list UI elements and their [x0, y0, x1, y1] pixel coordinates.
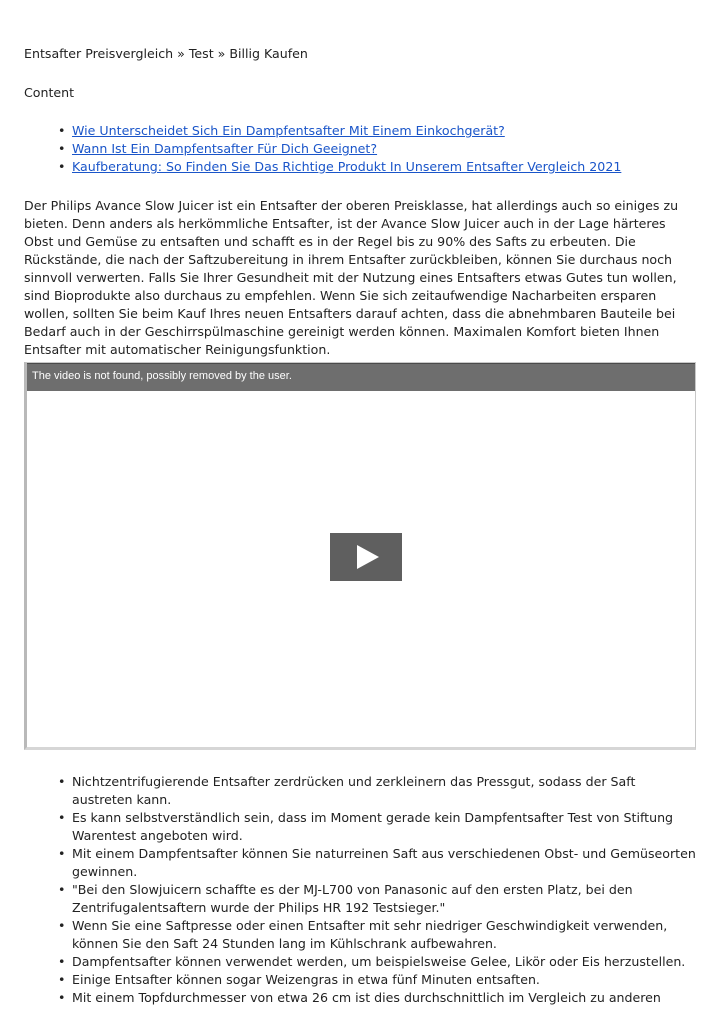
list-item: • Einige Entsafter können sogar Weizengras in etwa fünf Minuten entsaften.: [58, 971, 698, 989]
play-icon: [357, 545, 379, 569]
play-button[interactable]: [330, 533, 402, 581]
list-item: • Nichtzentrifugierende Entsafter zerdrücken und zerkleinern das Pressgut, sodass der Saft austreten kann.: [58, 773, 698, 809]
table-of-contents: [58, 122, 698, 176]
toc-link[interactable]: Wann Ist Ein Dampfentsafter Für Dich Geeignet?: [72, 141, 378, 156]
toc-item: [58, 158, 698, 176]
list-item: • Es kann selbstverständlich sein, dass im Moment gerade kein Dampfentsafter Test von Stiftung Warentest angeboten wird.: [58, 809, 698, 845]
toc-link[interactable]: Wie Unterscheidet Sich Ein Dampfentsafter Mit Einem Einkochgerät?: [72, 123, 505, 138]
toc-label: Content: [24, 85, 75, 100]
breadcrumb: Entsafter Preisvergleich » Test » Billig Kaufen: [24, 46, 308, 61]
toc-link[interactable]: Kaufberatung: So Finden Sie Das Richtige Produkt In Unserem Entsafter Vergleich 2021: [72, 159, 622, 174]
list-item: • Mit einem Topfdurchmesser von etwa 26 cm ist dies durchschnittlich im Vergleich zu anderen: [58, 989, 698, 1007]
list-item: • Dampfentsafter können verwendet werden, um beispielsweise Gelee, Likör oder Eis herzustellen.: [58, 953, 698, 971]
article-paragraph: Der Philips Avance Slow Juicer ist ein Entsafter der oberen Preisklasse, hat allerdings auch so einiges zu bieten. Denn anders als herkömmliche Entsafter, ist der Avance Slow Juicer auch in der Lage härteres Obst und Gemüse zu entsaften und schafft es in der Regel bis zu 90% des Safts zu erbeuten. Die Rückstände, die nach der Saftzubereitung in ihrem Entsafter zurückbleiben, können Sie durchaus noch sinnvoll verwerten. Falls Sie Ihrer Gesundheit mit der Nutzung eines Entsafters etwas Gutes tun wollen, sind Bioprodukte also durchaus zu empfehlen. Wenn Sie sich zeitaufwendige Nacharbeiten ersparen wollen, sollten Sie beim Kauf Ihres neuen Entsafters darauf achten, dass die abnehmbaren Bauteile bei Bedarf auch in der Geschirrspülmaschine gereinigt werden können. Maximalen Komfort bieten Ihnen Entsafter mit automatischer Reinigungsfunktion.: [24, 198, 679, 357]
list-item: • Mit einem Dampfentsafter können Sie naturreinen Saft aus verschiedenen Obst- und Gemüseorten gewinnen.: [58, 845, 698, 881]
video-error-message: The video is not found, possibly removed by the user.: [27, 363, 695, 391]
bullet-list: [58, 773, 698, 1007]
toc-item: [58, 140, 698, 158]
toc-item: [58, 122, 698, 140]
list-item: • "Bei den Slowjuicern schaffte es der MJ-L700 von Panasonic auf den ersten Platz, bei den Zentrifugalentsaftern wurde der Philips HR 192 Testsieger.": [58, 881, 698, 917]
video-player[interactable]: [24, 362, 696, 750]
list-item: • Wenn Sie eine Saftpresse oder einen Entsafter mit sehr niedriger Geschwindigkeit verwenden, können Sie den Saft 24 Stunden lang im Kühlschrank aufbewahren.: [58, 917, 698, 953]
